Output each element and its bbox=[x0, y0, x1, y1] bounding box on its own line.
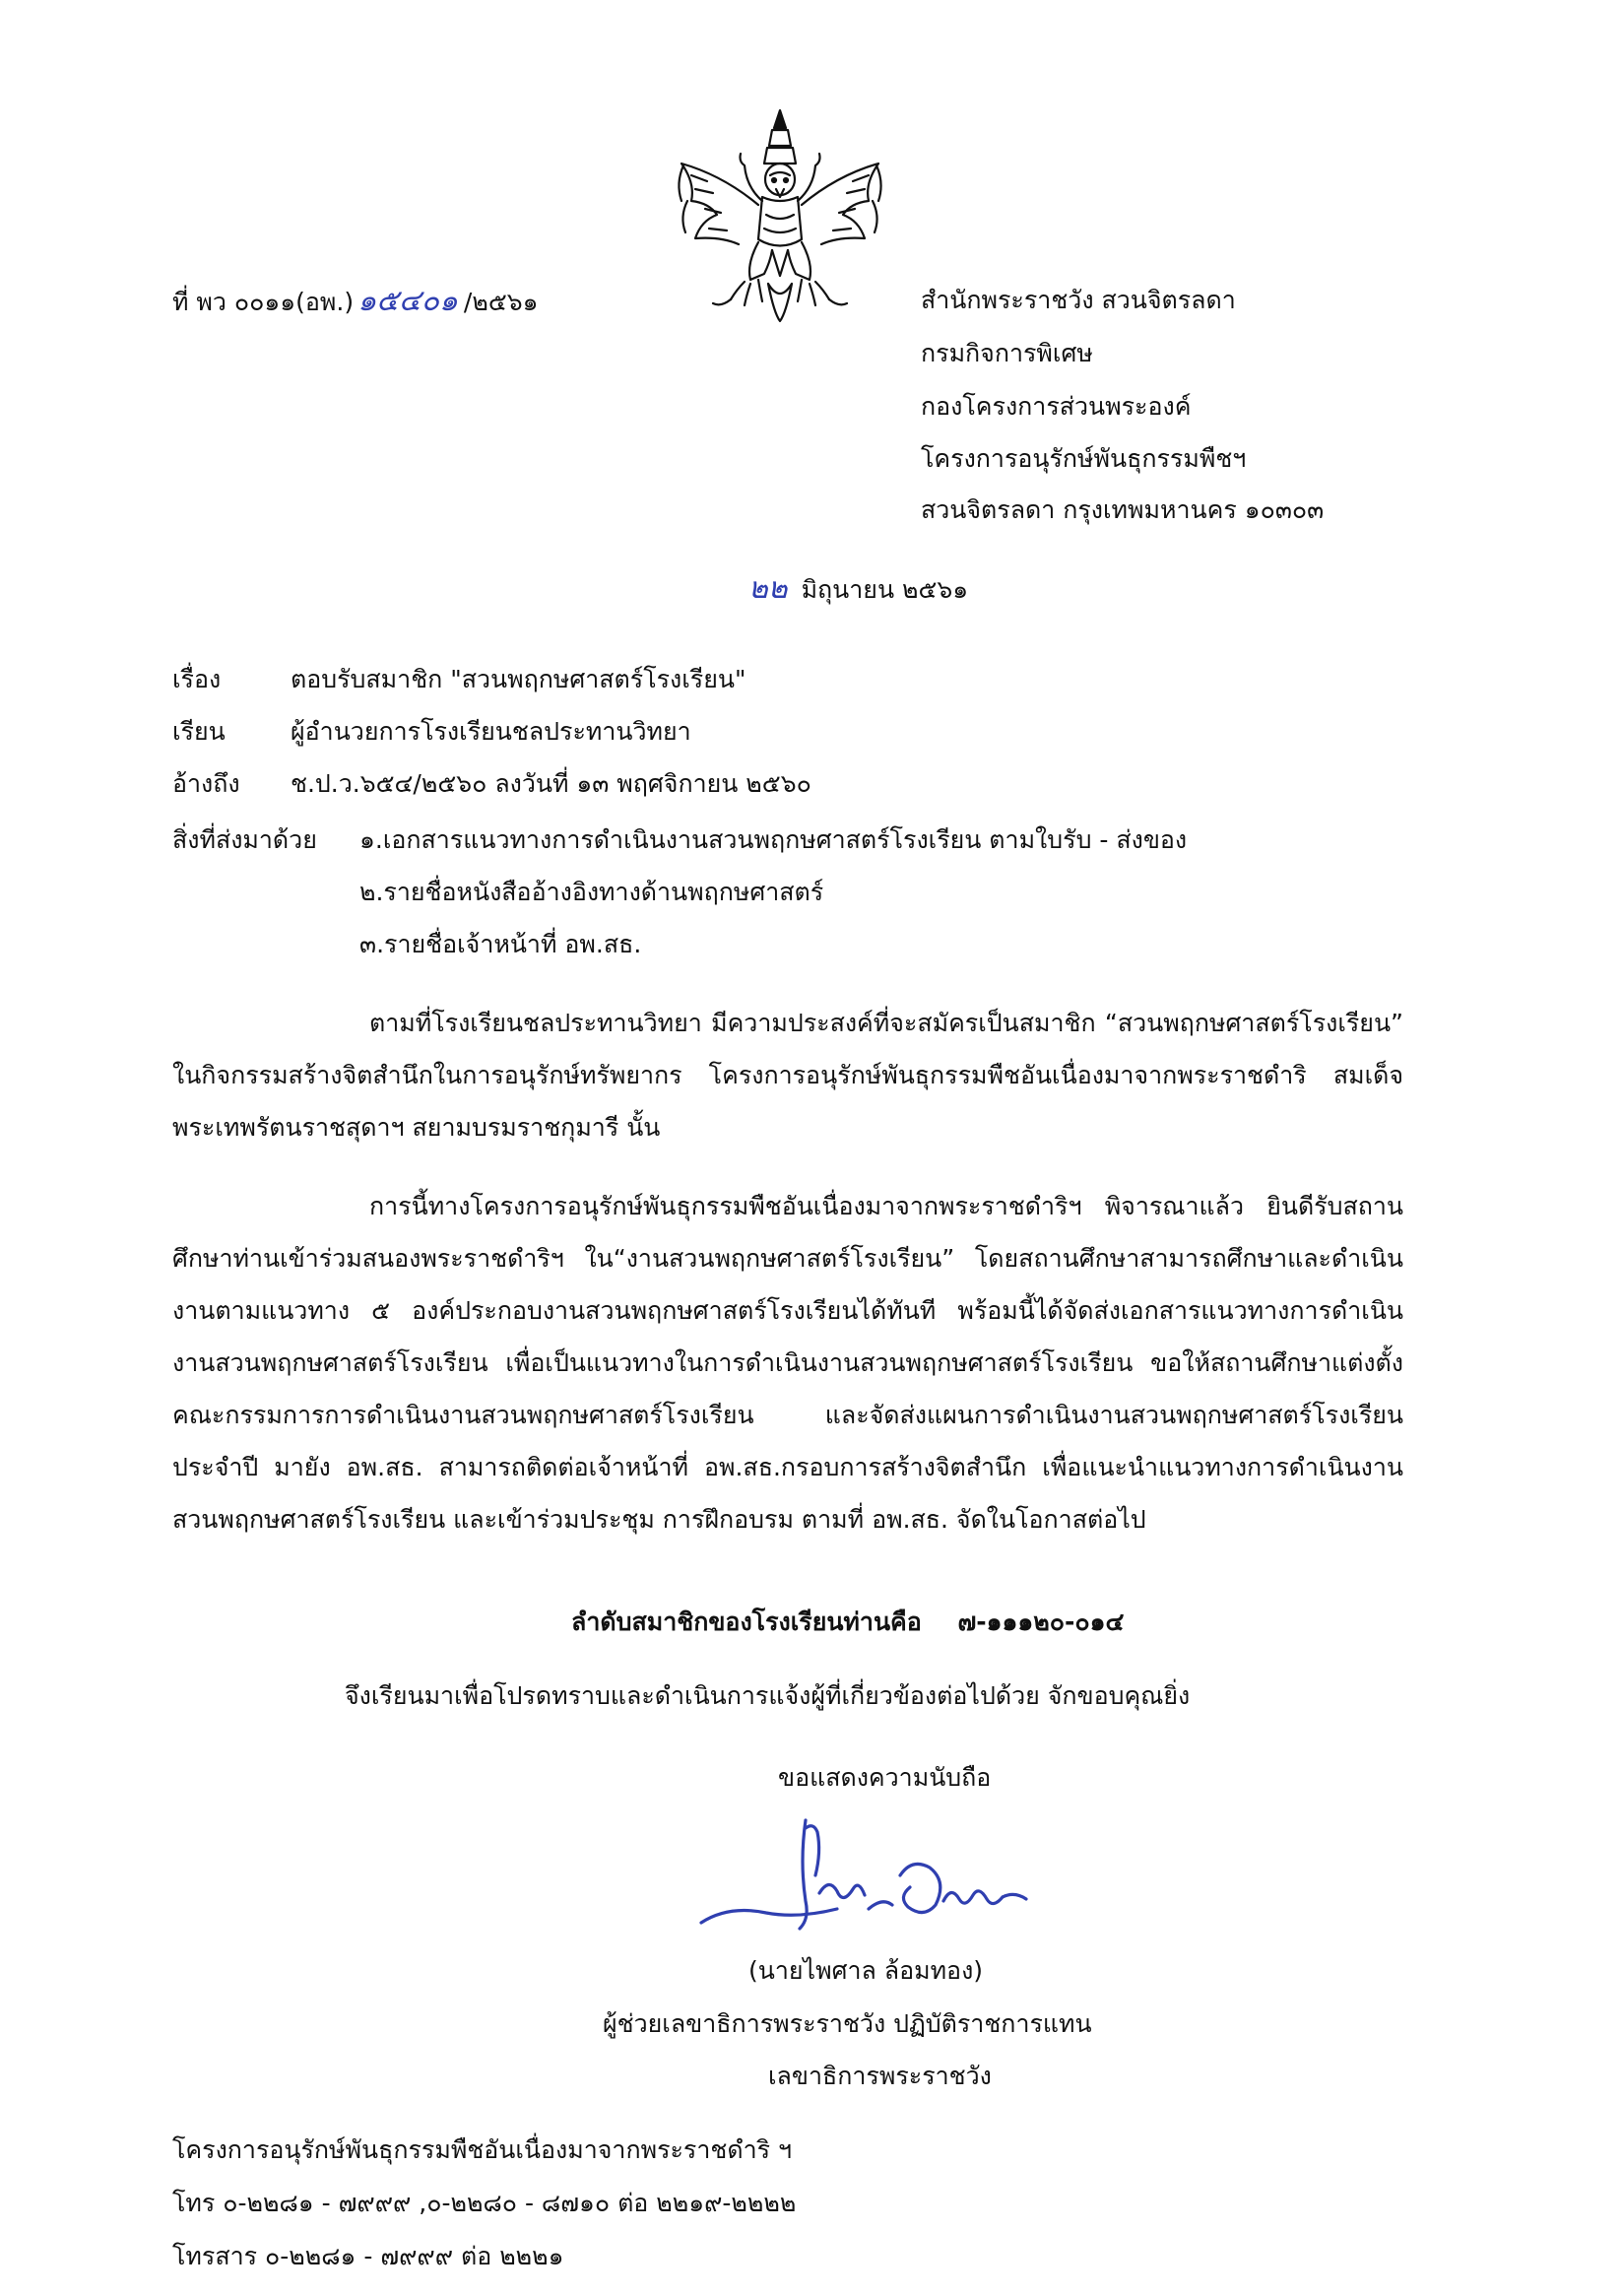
sender-line: กองโครงการส่วนพระองค์ bbox=[921, 392, 1192, 421]
member-number: ๗-๑๑๑๒๐-๐๑๔ bbox=[957, 1607, 1125, 1636]
subject-value: ตอบรับสมาชิก "สวนพฤกษศาสตร์โรงเรียน" bbox=[291, 665, 746, 693]
sender-line: สวนจิตรลดา กรุงเทพมหานคร ๑๐๓๐๓ bbox=[921, 495, 1325, 524]
body-paragraph-1 bbox=[172, 997, 1403, 1153]
member-number-label: ลำดับสมาชิกของโรงเรียนท่านคือ bbox=[571, 1607, 922, 1636]
reference-value: ช.ป.ว.๖๕๔/๒๕๖๐ ลงวันที่ ๑๓ พฤศจิกายน ๒๕๖๐ bbox=[291, 769, 811, 798]
enclosure-item: ๒.รายชื่อหนังสืออ้างอิงทางด้านพฤกษศาสตร์ bbox=[359, 878, 824, 906]
handwritten-signature bbox=[689, 1803, 1064, 1940]
signatory-name: (นายไพศาล ล้อมทอง) bbox=[748, 1956, 984, 1985]
body-paragraph-2 bbox=[172, 1180, 1403, 1545]
enclosure-label: สิ่งที่ส่งมาด้วย bbox=[172, 825, 317, 854]
footer-fax: โทรสาร ๐-๒๒๘๑ - ๗๙๙๙ ต่อ ๒๒๒๑ bbox=[172, 2242, 564, 2270]
paragraph-text: ตามที่โรงเรียนชลประทานวิทยา มีความประสงค์ที่จะสมัครเป็นสมาชิก “สวนพฤกษศาสตร์โรงเรียน” ในกิจกรรมสร้างจิตสำนึกในการอนุรักษ์ทรัพยากร โครงการอนุรักษ์พันธุกรรมพืชอันเนื่องมาจากพระราชดำริ สมเด็จพระเทพรัตนราชสุดาฯ สยามบรมราชกุมารี นั้น bbox=[172, 1009, 1403, 1142]
signatory-position-secondary: เลขาธิการพระราชวัง bbox=[768, 2062, 992, 2090]
footer-phone: โทร ๐-๒๒๘๑ - ๗๙๙๙ ,๐-๒๒๘๐ - ๘๗๑๐ ต่อ ๒๒๑๙-๒๒๒๒ bbox=[172, 2189, 797, 2217]
salutation: ขอแสดงความนับถือ bbox=[778, 1763, 992, 1792]
reference-label: อ้างถึง bbox=[172, 769, 240, 798]
handwritten-reference-number: ๑๕๔๐๑ bbox=[357, 284, 458, 318]
sender-line: สำนักพระราชวัง สวนจิตรลดา bbox=[921, 286, 1236, 314]
enclosure-item: ๑.เอกสารแนวทางการดำเนินงานสวนพฤกษศาสตร์โรงเรียน ตามใบรับ - ส่งของ bbox=[359, 825, 1188, 854]
subject-label: เรื่อง bbox=[172, 665, 222, 693]
footer-organization: โครงการอนุรักษ์พันธุกรรมพืชอันเนื่องมาจากพระราชดำริ ฯ bbox=[172, 2135, 793, 2164]
closing-sentence: จึงเรียนมาเพื่อโปรดทราบและดำเนินการแจ้งผู้ที่เกี่ยวข้องต่อไปด้วย จักขอบคุณยิ่ง bbox=[345, 1681, 1191, 1710]
garuda-emblem-icon bbox=[662, 106, 898, 328]
sender-line: กรมกิจการพิเศษ bbox=[921, 339, 1093, 367]
date-text: มิถุนายน ๒๕๖๑ bbox=[801, 575, 969, 604]
handwritten-day: ๒๒ bbox=[748, 571, 788, 606]
enclosure-item: ๓.รายชื่อเจ้าหน้าที่ อพ.สธ. bbox=[359, 930, 642, 958]
member-number-line bbox=[571, 1607, 1124, 1637]
recipient-label: เรียน bbox=[172, 717, 226, 746]
paragraph-text: การนี้ทางโครงการอนุรักษ์พันธุกรรมพืชอันเนื่องมาจากพระราชดำริฯ พิจารณาแล้ว ยินดีรับสถานศึกษาท่านเข้าร่วมสนองพระราชดำริฯ ใน“งานสวนพฤกษศาสตร์โรงเรียน” โดยสถานศึกษาสามารถศึกษาและดำเนินงานตามแนวทาง ๕ องค์ประกอบงานสวนพฤกษศาสตร์โรงเรียนได้ทันที พร้อมนี้ได้จัดส่งเอกสารแนวทางการดำเนินงานสวนพฤกษศาสตร์โรงเรียน เพื่อเป็นแนวทางในการดำเนินงานสวนพฤกษศาสตร์โรงเรียน ขอให้สถานศึกษาแต่งตั้งคณะกรรมการการดำเนินงานสวนพฤกษศาสตร์โรงเรียน และจัดส่งแผนการดำเนินงานสวนพฤกษศาสตร์โรงเรียนประจำปี มายัง อพ.สธ. สามารถติดต่อเจ้าหน้าที่ อพ.สธ.กรอบการสร้างจิตสำนึก เพื่อแนะนำแนวทางการดำเนินงานสวนพฤกษศาสตร์โรงเรียน และเข้าร่วมประชุม การฝึกอบรม ตามที่ อพ.สธ. จัดในโอกาสต่อไป bbox=[172, 1192, 1403, 1534]
reference-prefix: ที่ พว ๐๐๑๑(อพ.) bbox=[172, 288, 355, 316]
signatory-position: ผู้ช่วยเลขาธิการพระราชวัง ปฏิบัติราชการแทน bbox=[603, 2009, 1092, 2038]
recipient-value: ผู้อำนวยการโรงเรียนชลประทานวิทยา bbox=[291, 717, 691, 746]
sender-line: โครงการอนุรักษ์พันธุกรรมพืชฯ bbox=[921, 444, 1247, 473]
document-date bbox=[748, 571, 968, 607]
reference-year: /๒๕๖๑ bbox=[463, 288, 539, 316]
document-reference bbox=[172, 284, 538, 319]
